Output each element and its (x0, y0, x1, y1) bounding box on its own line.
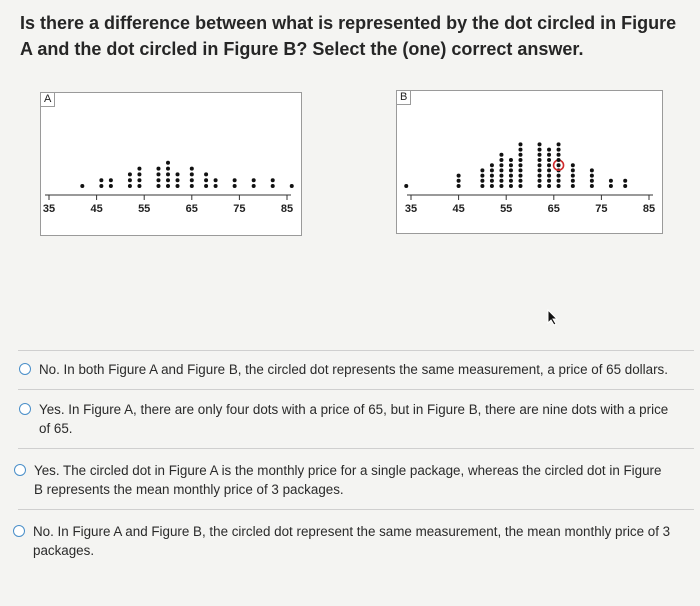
tick-label: 45 (452, 203, 465, 215)
radio-button-2[interactable] (19, 403, 31, 415)
data-dot (623, 184, 627, 188)
data-dot (233, 184, 237, 188)
answer-option-3-label: Yes. The circled dot in Figure A is the monthly price for a single package, whereas the circled dot in Figure B represents the mean monthly price of 3 packages. (34, 463, 662, 497)
tick-label: 85 (642, 203, 656, 215)
data-dot (99, 178, 103, 182)
data-dot (214, 178, 218, 182)
data-dot (547, 184, 551, 188)
data-dot (204, 178, 208, 182)
data-dot (509, 184, 513, 188)
data-dot (204, 184, 208, 188)
tick-label: 75 (233, 203, 246, 215)
data-dot (190, 167, 194, 171)
data-dot (166, 184, 170, 188)
data-dot (509, 158, 513, 162)
data-dot (538, 174, 542, 178)
data-dot (252, 178, 256, 182)
data-dot (538, 148, 542, 152)
data-dot (271, 184, 275, 188)
data-dot (557, 163, 561, 167)
data-dot (571, 174, 575, 178)
data-dot (128, 178, 132, 182)
data-dot (271, 178, 275, 182)
data-dot (590, 184, 594, 188)
tick-label: 55 (500, 203, 513, 215)
data-dot (571, 179, 575, 183)
data-dot (557, 174, 561, 178)
answer-options (0, 350, 700, 570)
data-dot (590, 179, 594, 183)
data-dot (557, 158, 561, 162)
data-dot (571, 168, 575, 172)
data-dot (557, 179, 561, 183)
tick-label: 35 (42, 203, 56, 215)
data-dot (557, 153, 561, 157)
data-dot (557, 148, 561, 152)
data-dot (499, 153, 503, 157)
data-dot (176, 172, 180, 176)
data-dot (499, 174, 503, 178)
data-dot (547, 168, 551, 172)
data-dot (518, 163, 522, 167)
data-dot (137, 167, 141, 171)
data-dot (547, 148, 551, 152)
data-dot (457, 179, 461, 183)
data-dot (623, 179, 627, 183)
data-dot (233, 178, 237, 182)
data-dot (547, 174, 551, 178)
data-dot (166, 172, 170, 176)
data-dot (128, 172, 132, 176)
data-dot (480, 168, 484, 172)
data-dot (509, 174, 513, 178)
data-dot (156, 167, 160, 171)
data-dot (538, 163, 542, 167)
data-dot (518, 179, 522, 183)
tick-label: 35 (404, 203, 418, 215)
data-dot (490, 184, 494, 188)
data-dot (547, 163, 551, 167)
data-dot (166, 178, 170, 182)
data-dot (214, 184, 218, 188)
data-dot (137, 184, 141, 188)
data-dot (518, 148, 522, 152)
data-dot (204, 172, 208, 176)
data-dot (480, 174, 484, 178)
data-dot (538, 142, 542, 146)
tick-label: 65 (547, 203, 560, 215)
data-dot (518, 142, 522, 146)
data-dot (547, 179, 551, 183)
question-text: Is there a difference between what is represented by the dot circled in Figure A and the dot circled in Figure B? Select the (one) correct answer. (20, 13, 677, 59)
data-dot (457, 184, 461, 188)
data-dot (547, 158, 551, 162)
data-dot (137, 172, 141, 176)
data-dot (490, 168, 494, 172)
data-dot (109, 184, 113, 188)
data-dot (404, 184, 408, 188)
figure-a-label: A (41, 93, 55, 107)
answer-option-3[interactable] (0, 449, 700, 509)
data-dot (538, 179, 542, 183)
data-dot (557, 184, 561, 188)
data-dot (490, 179, 494, 183)
answer-option-2[interactable] (0, 390, 700, 448)
data-dot (509, 168, 513, 172)
data-dot (499, 168, 503, 172)
figure-a-dotplot (41, 93, 301, 235)
data-dot (176, 184, 180, 188)
mouse-cursor-icon (546, 308, 560, 326)
data-dot (547, 153, 551, 157)
data-dot (490, 174, 494, 178)
data-dot (518, 168, 522, 172)
data-dot (590, 168, 594, 172)
data-dot (518, 158, 522, 162)
answer-option-4[interactable] (0, 510, 700, 570)
data-dot (156, 178, 160, 182)
answer-option-1-label: No. In both Figure A and Figure B, the circled dot represents the same measurement, a price of 65 dollars. (39, 362, 668, 377)
data-dot (499, 184, 503, 188)
tick-label: 85 (280, 203, 294, 215)
radio-button-1[interactable] (19, 363, 31, 375)
data-dot (538, 158, 542, 162)
data-dot (590, 174, 594, 178)
data-dot (156, 184, 160, 188)
data-dot (499, 163, 503, 167)
data-dot (480, 179, 484, 183)
data-dot (571, 184, 575, 188)
answer-option-1[interactable] (0, 351, 700, 389)
data-dot (190, 178, 194, 182)
data-dot (137, 178, 141, 182)
data-dot (499, 158, 503, 162)
data-dot (538, 168, 542, 172)
data-dot (252, 184, 256, 188)
data-dot (80, 184, 84, 188)
data-dot (609, 184, 613, 188)
data-dot (99, 184, 103, 188)
data-dot (457, 174, 461, 178)
data-dot (571, 163, 575, 167)
data-dot (557, 142, 561, 146)
data-dot (490, 163, 494, 167)
data-dot (509, 179, 513, 183)
data-dot (290, 184, 294, 188)
data-dot (609, 179, 613, 183)
data-dot (518, 153, 522, 157)
data-dot (190, 184, 194, 188)
data-dot (190, 172, 194, 176)
data-dot (509, 163, 513, 167)
tick-label: 45 (90, 203, 103, 215)
data-dot (109, 178, 113, 182)
data-dot (480, 184, 484, 188)
data-dot (538, 184, 542, 188)
data-dot (156, 172, 160, 176)
figure-b-label: B (397, 91, 411, 105)
figure-a (40, 92, 302, 236)
data-dot (518, 184, 522, 188)
radio-button-4[interactable] (13, 525, 25, 537)
data-dot (538, 153, 542, 157)
data-dot (176, 178, 180, 182)
data-dot (518, 174, 522, 178)
data-dot (166, 167, 170, 171)
answer-option-2-label: Yes. In Figure A, there are only four dots with a price of 65, but in Figure B, there are nine dots with a price of 65. (39, 402, 669, 436)
answer-option-4-label: No. In Figure A and Figure B, the circled dot represent the same measurement, the mean monthly price of 3 packages. (33, 524, 671, 558)
data-dot (128, 184, 132, 188)
tick-label: 75 (595, 203, 608, 215)
radio-button-3[interactable] (14, 464, 26, 476)
data-dot (166, 161, 170, 165)
tick-label: 55 (138, 203, 151, 215)
figure-b (396, 90, 663, 234)
data-dot (499, 179, 503, 183)
tick-label: 65 (185, 203, 198, 215)
figure-b-dotplot (397, 91, 662, 233)
